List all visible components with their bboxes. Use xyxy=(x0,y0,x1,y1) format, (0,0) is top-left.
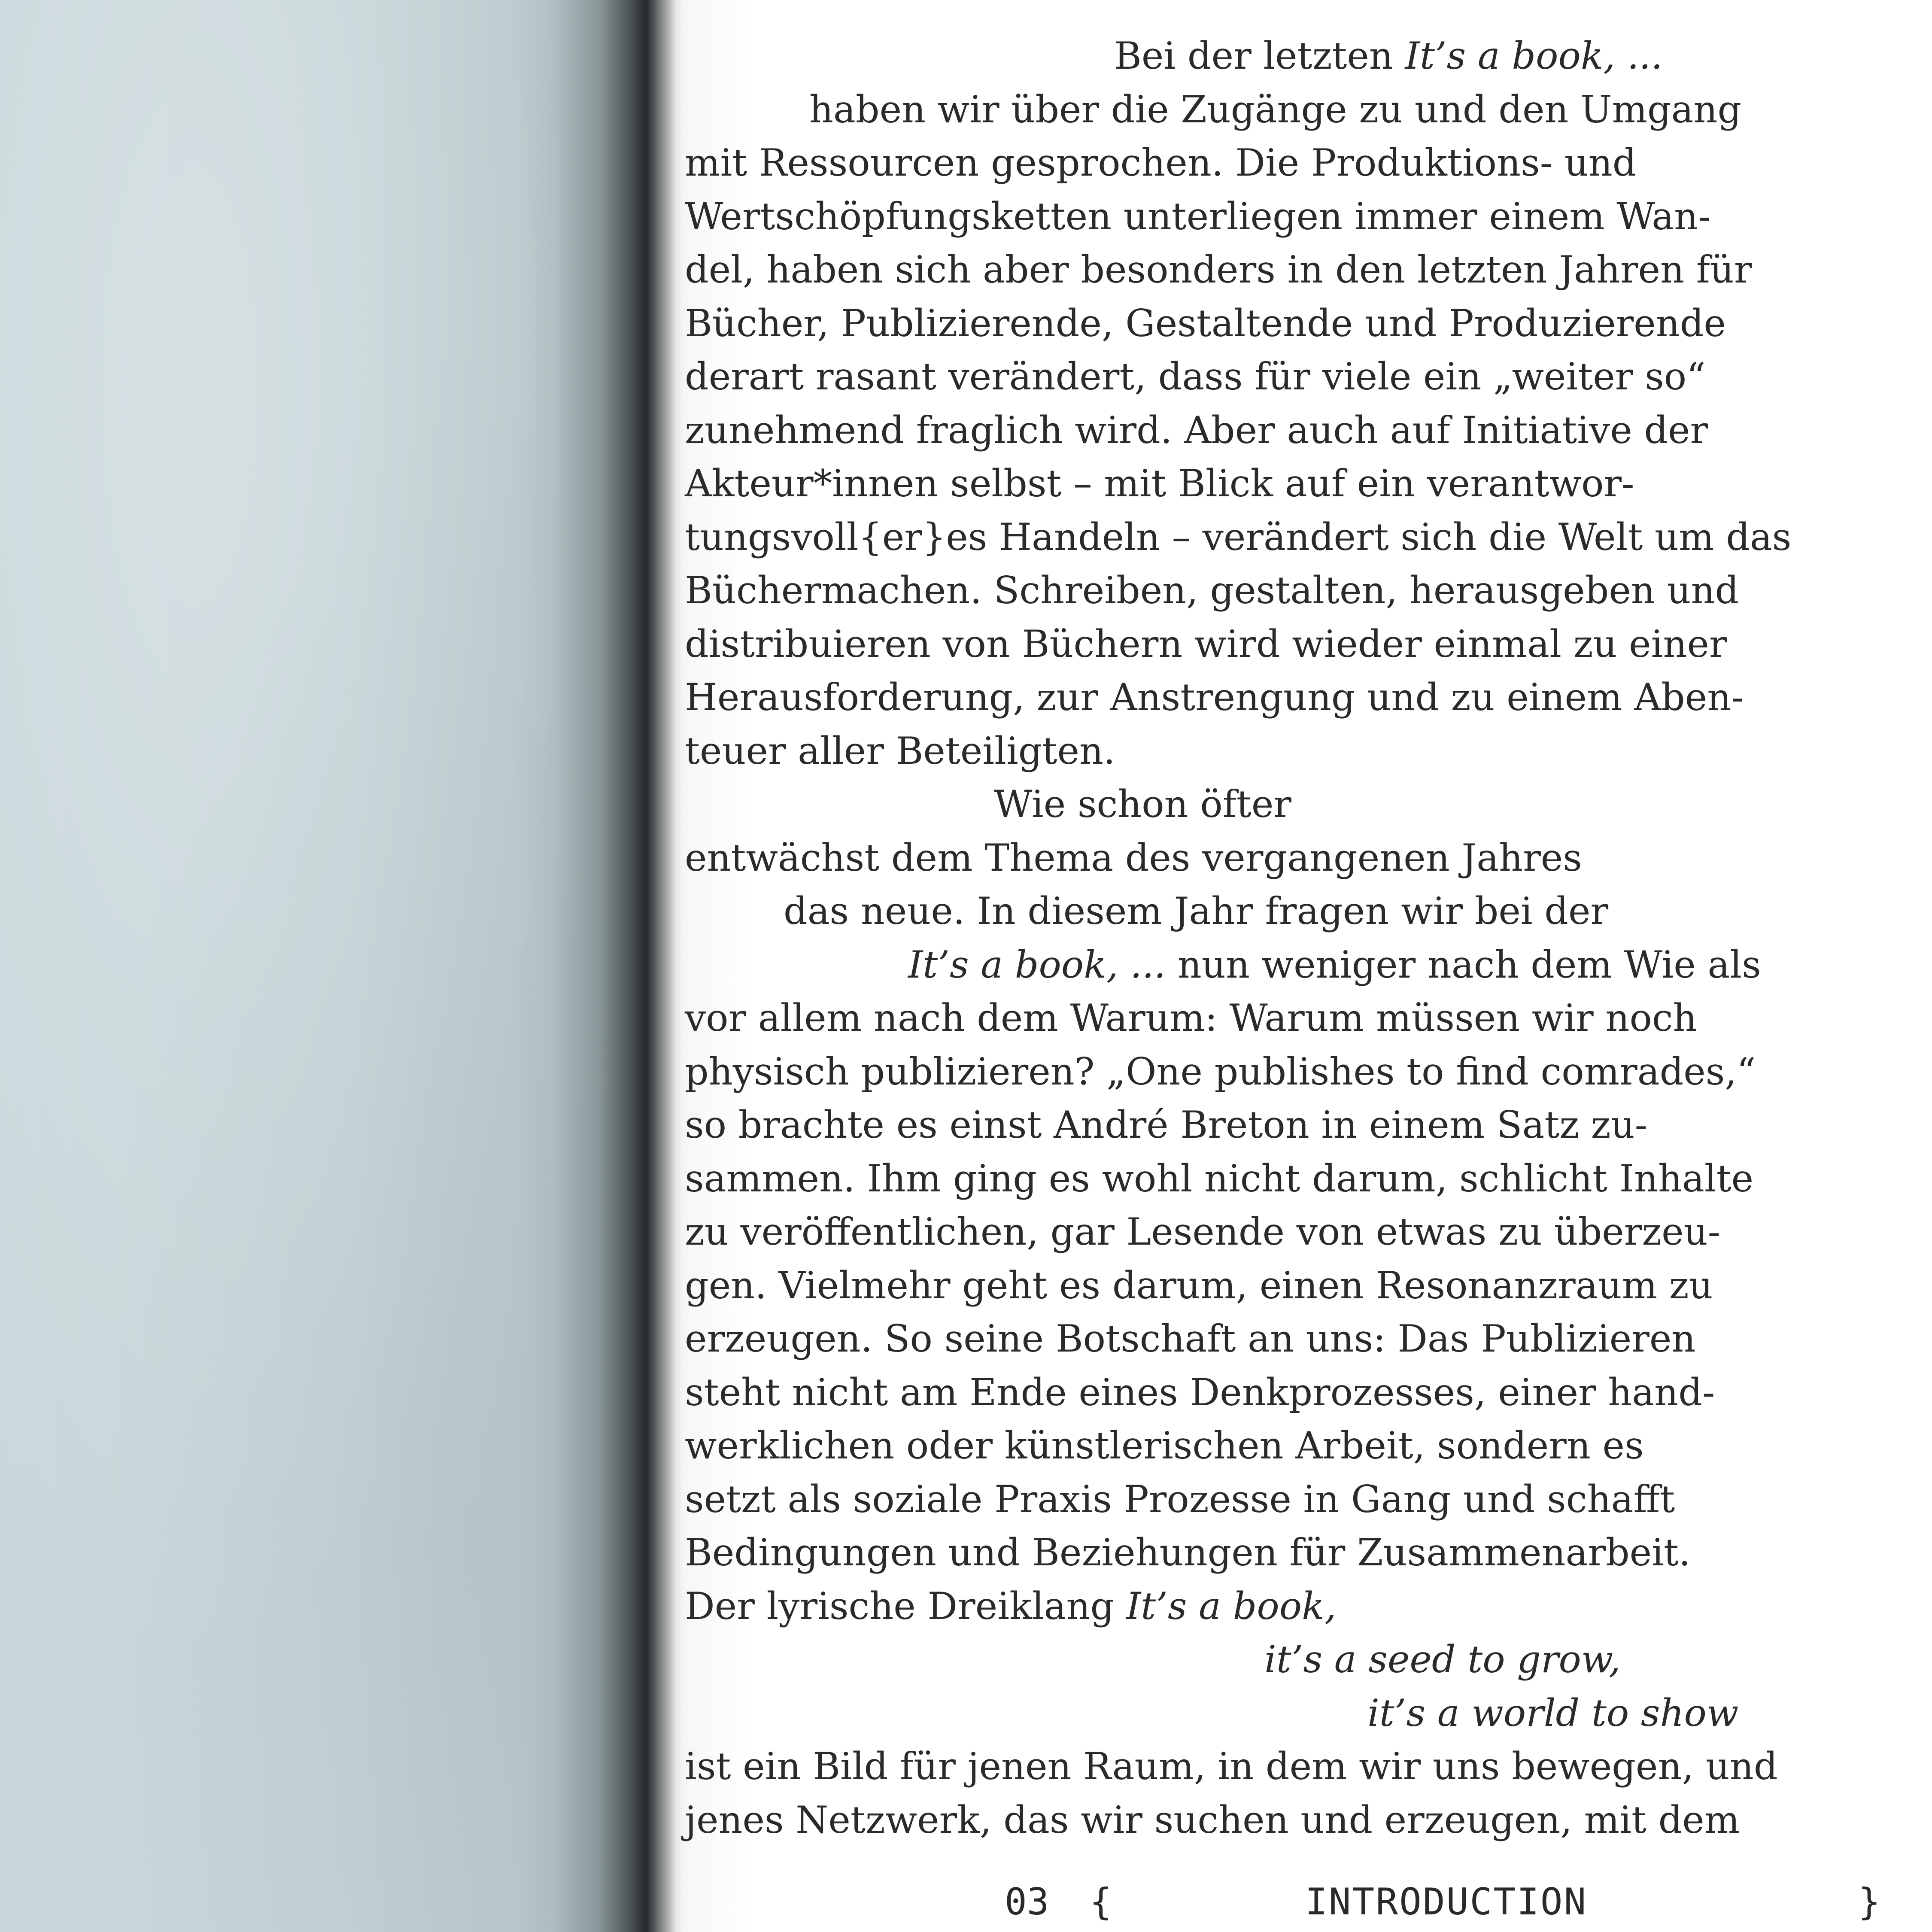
text-run: zu veröffentlichen, gar Lesende von etwas zu überzeu- xyxy=(685,1210,1721,1254)
text-line xyxy=(685,457,1878,510)
text-run: Bücher, Publizierende, Gestaltende und Produzierende xyxy=(685,301,1726,345)
text-run: tungsvoll{er}es Handeln – verändert sich die Welt um das xyxy=(685,515,1792,559)
text-run: steht nicht am Ende eines Denkprozesses, einer hand- xyxy=(685,1370,1715,1414)
text-run: vor allem nach dem Warum: Warum müssen wir noch xyxy=(685,996,1697,1040)
text-run: setzt als soziale Praxis Prozesse in Gang und schafft xyxy=(685,1477,1675,1521)
cover-panel xyxy=(0,0,644,1932)
text-line xyxy=(685,724,1878,778)
text-line xyxy=(685,1580,1878,1633)
text-run: das neue. In diesem Jahr fragen wir bei der xyxy=(784,889,1609,933)
text-line xyxy=(685,938,1878,992)
text-run: erzeugen. So seine Botschaft an uns: Das Publizieren xyxy=(685,1317,1696,1361)
text-line xyxy=(685,671,1878,724)
text-run: nun weniger nach dem Wie als xyxy=(1166,942,1761,987)
text-line xyxy=(685,1793,1878,1847)
italic-text: It’s a book, ... xyxy=(908,942,1166,987)
text-run: Wie schon öfter xyxy=(994,782,1291,826)
italic-text: it’s a world to show xyxy=(1367,1691,1739,1735)
text-run: Der lyrische Dreiklang xyxy=(685,1584,1126,1628)
text-run: del, haben sich aber besonders in den letzten Jahren für xyxy=(685,248,1752,292)
text-run: jenes Netzwerk, das wir suchen und erzeugen, mit dem xyxy=(685,1798,1740,1842)
text-run: Akteur*innen selbst – mit Blick auf ein verantwor- xyxy=(685,462,1634,505)
text-line xyxy=(685,1045,1878,1099)
text-run: Bedingungen und Beziehungen für Zusammenarbeit. xyxy=(685,1531,1691,1574)
text-line xyxy=(685,190,1878,243)
text-line xyxy=(685,243,1878,297)
text-line xyxy=(685,1526,1878,1580)
text-run: entwächst dem Thema des vergangenen Jahres xyxy=(685,835,1582,880)
text-run: so brachte es einst André Breton in einem Satz zu- xyxy=(685,1103,1648,1147)
footer-brace-close: } xyxy=(1858,1880,1880,1923)
text-line xyxy=(685,991,1878,1045)
text-run: zunehmend fraglich wird. Aber auch auf Initiative der xyxy=(685,408,1708,452)
footer-brace-open: { xyxy=(1090,1880,1112,1923)
text-line xyxy=(685,297,1878,350)
text-run: sammen. Ihm ging es wohl nicht darum, schlicht Inhalte xyxy=(685,1156,1754,1200)
text-line xyxy=(685,29,1878,83)
text-run: Herausforderung, zur Anstrengung und zu einem Aben- xyxy=(685,675,1744,719)
text-line xyxy=(685,1259,1878,1312)
text-run: Bei der letzten xyxy=(1114,34,1405,78)
text-run: distribuieren von Büchern wird wieder einmal zu einer xyxy=(685,622,1727,666)
text-line xyxy=(685,884,1878,938)
text-run: teuer aller Beteiligten. xyxy=(685,729,1115,773)
text-run: gen. Vielmehr geht es darum, einen Resonanzraum zu xyxy=(685,1263,1713,1307)
text-line xyxy=(685,1473,1878,1526)
text-run: mit Ressourcen gesprochen. Die Produktions- und xyxy=(685,141,1637,185)
text-line xyxy=(685,350,1878,404)
text-run: haben wir über die Zugänge zu und den Umgang xyxy=(809,87,1742,131)
section-title: INTRODUCTION xyxy=(1305,1880,1588,1923)
text-line xyxy=(685,1686,1878,1740)
text-line xyxy=(685,1633,1878,1686)
italic-text: It’s a book, xyxy=(1126,1584,1337,1628)
text-line xyxy=(685,404,1878,457)
text-line xyxy=(685,778,1878,831)
text-run: Wertschöpfungsketten unterliegen immer einem Wan- xyxy=(685,194,1711,238)
text-run: werklichen oder künstlerischen Arbeit, sondern es xyxy=(685,1424,1644,1467)
text-line xyxy=(685,136,1878,190)
text-line xyxy=(685,1205,1878,1259)
text-run: ist ein Bild für jenen Raum, in dem wir uns bewegen, und xyxy=(685,1744,1778,1788)
text-line xyxy=(685,1419,1878,1473)
body-text xyxy=(685,29,1878,1847)
text-line xyxy=(685,510,1878,564)
text-run: derart rasant verändert, dass für viele ein „weiter so“ xyxy=(685,355,1706,398)
text-line xyxy=(685,1740,1878,1793)
text-line xyxy=(685,1312,1878,1366)
text-run: physisch publizieren? „One publishes to find comrades,“ xyxy=(685,1049,1756,1094)
italic-text: it’s a seed to grow, xyxy=(1264,1637,1621,1681)
text-line xyxy=(685,564,1878,617)
italic-text: It’s a book, ... xyxy=(1405,34,1663,78)
text-line xyxy=(685,1098,1878,1152)
text-line xyxy=(685,1152,1878,1206)
text-line xyxy=(685,617,1878,671)
text-line xyxy=(685,831,1878,885)
text-line xyxy=(685,83,1878,137)
book-gutter xyxy=(554,0,683,1932)
text-run: Büchermachen. Schreiben, gestalten, herausgeben und xyxy=(685,568,1739,612)
page-footer xyxy=(0,1880,1932,1923)
text-line xyxy=(685,1366,1878,1419)
page-number: 03 xyxy=(1005,1880,1049,1923)
